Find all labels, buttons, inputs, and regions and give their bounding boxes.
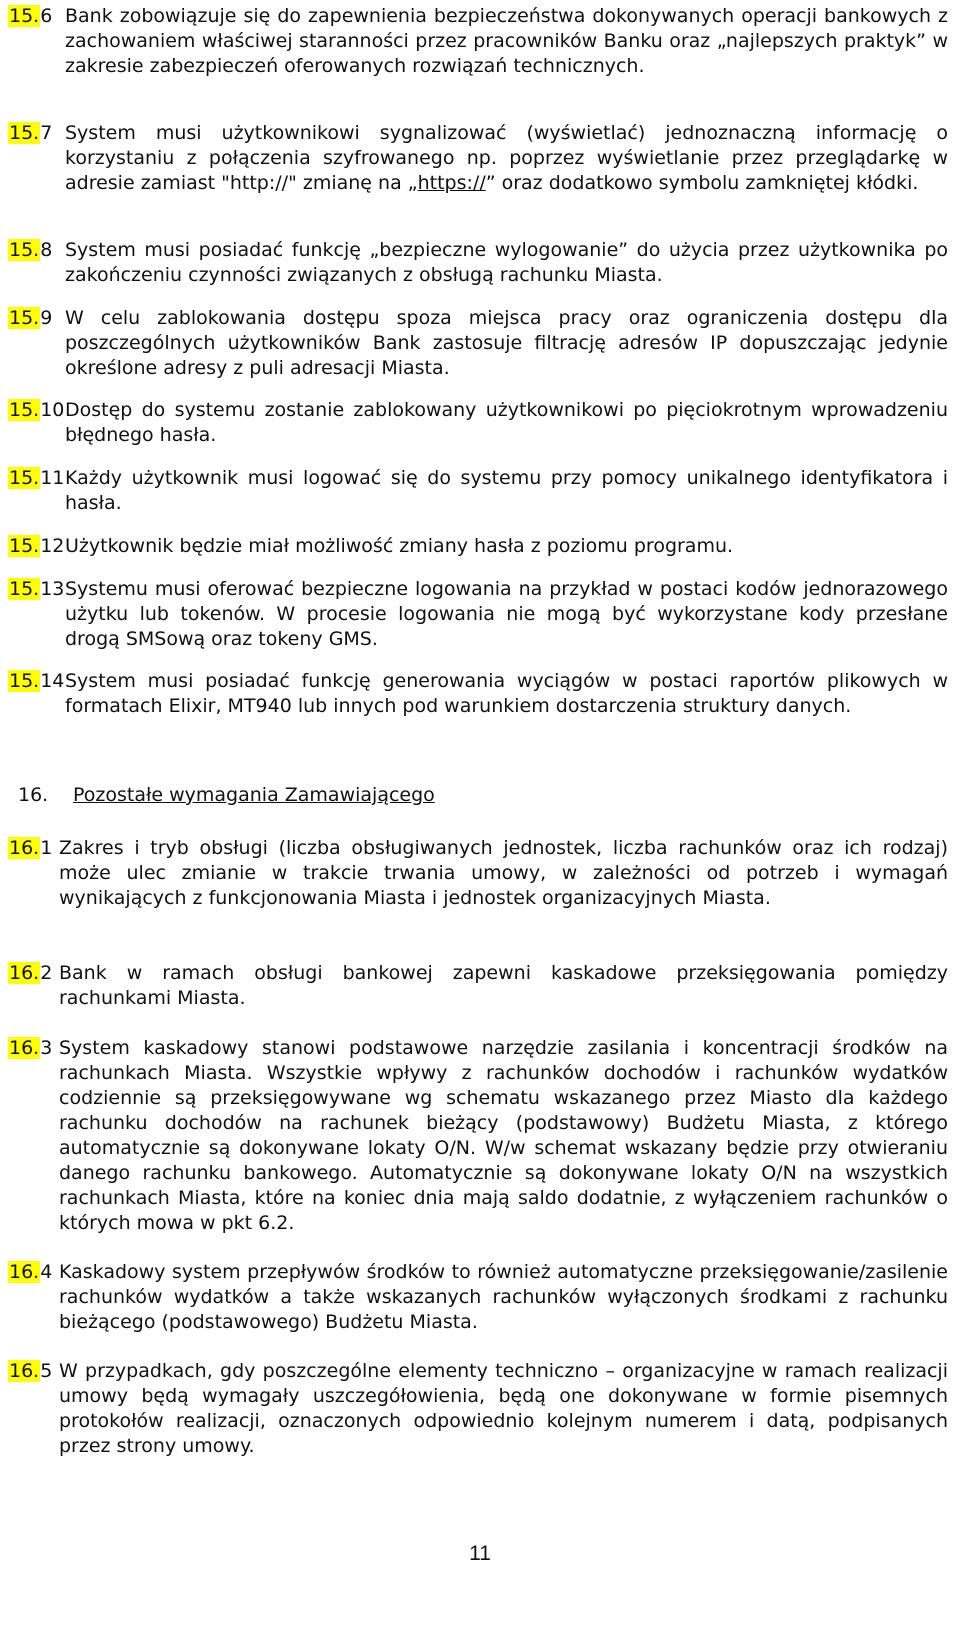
clause-number: 16.5 bbox=[9, 1360, 53, 1382]
number-highlight: 16. bbox=[9, 1261, 40, 1283]
number-highlight: 15. bbox=[9, 467, 40, 489]
number-highlight: 15. bbox=[9, 399, 40, 421]
clause-16-4 bbox=[8, 1260, 948, 1335]
clause-text: System kaskadowy stanowi podstawowe narzędzie zasilania i koncentracji środków na rachunkach Miasta. Wszystkie wpływy z rachunków dochodów i rachunków wydatków codziennie są przeksięgowywane wg schematu wskazanego przez Miasto dla każdego rachunku dochodów na rachunek bieżący (podstawowy) Budżetu Miasta, z którego automatycznie są dokonywane lokaty O/N. W/w schemat wskazany będzie przy otwieraniu danego rachunku bankowego. Automatycznie są dokonywane lokaty O/N na wszystkich rachunkach Miasta, które na koniec dnia mają saldo dodatnie, z wyłączeniem rachunków o których mowa w pkt 6.2. bbox=[59, 1037, 948, 1234]
page-number: 11 bbox=[469, 1542, 491, 1565]
clause-16-1 bbox=[8, 836, 948, 911]
clause-text: System musi użytkownikowi sygnalizować (wyświetlać) jednoznaczną informację o korzystaniu z połączenia szyfrowanego np. poprzez wyświetlanie przez przeglądarkę w adresie zamiast "http://" zmianę na „https://” oraz dodatkowo symbolu zamkniętej kłódki. bbox=[65, 122, 948, 194]
clause-15-12 bbox=[8, 534, 948, 559]
clause-text: Bank w ramach obsługi bankowej zapewni kaskadowe przeksięgowania pomiędzy rachunkami Miasta. bbox=[59, 962, 948, 1009]
clause-15-9 bbox=[8, 306, 948, 381]
clause-text: W celu zablokowania dostępu spoza miejsca pracy oraz ograniczenia dostępu dla poszczególnych użytkowników Bank zastosuje filtrację adresów IP dopuszczając jedynie określone adresy z puli adresacji Miasta. bbox=[65, 307, 948, 379]
clause-number: 15.6 bbox=[9, 5, 53, 27]
number-highlight: 15. bbox=[9, 307, 40, 329]
clause-number: 16.1 bbox=[9, 837, 53, 859]
clause-text: Każdy użytkownik musi logować się do systemu przy pomocy unikalnego identyfikatora i hasła. bbox=[65, 467, 948, 514]
clause-text: Systemu musi oferować bezpieczne logowania na przykład w postaci kodów jednorazowego użytku lub tokenów. W procesie logowania nie mogą być wykorzystane kody przesłane drogą SMSową oraz tokeny GMS. bbox=[65, 578, 948, 650]
clause-number: 15.10 bbox=[9, 399, 65, 421]
https-link-text: https:// bbox=[417, 172, 486, 194]
clause-16-3 bbox=[8, 1036, 948, 1236]
clause-text: Bank zobowiązuje się do zapewnienia bezpieczeństwa dokonywanych operacji bankowych z zachowaniem właściwej staranności przez pracowników Banku oraz „najlepszych praktyk” w zakresie zabezpieczeń oferowanych rozwiązań technicznych. bbox=[65, 5, 948, 77]
clause-text: W przypadkach, gdy poszczególne elementy techniczno – organizacyjne w ramach realizacji umowy będą wymagały uszczegółowienia, będą one dokonywane w formie pisemnych protokołów realizacji, oznaczonych odpowiednio kolejnym numerem i datą, podpisanych przez strony umowy. bbox=[59, 1360, 948, 1457]
clause-15-10 bbox=[8, 398, 948, 448]
clause-15-14 bbox=[8, 669, 948, 719]
number-highlight: 16. bbox=[9, 837, 40, 859]
clause-16-5 bbox=[8, 1359, 948, 1459]
number-highlight: 15. bbox=[9, 122, 40, 144]
clause-16-2 bbox=[8, 961, 948, 1011]
clause-number: 16.2 bbox=[9, 962, 53, 984]
clause-15-11 bbox=[8, 466, 948, 516]
clause-15-8 bbox=[8, 238, 948, 288]
number-highlight: 15. bbox=[9, 578, 40, 600]
clause-number: 15.7 bbox=[9, 122, 53, 144]
clause-text: System musi posiadać funkcję generowania wyciągów w postaci raportów plikowych w formatach Elixir, MT940 lub innych pod warunkiem dostarczenia struktury danych. bbox=[65, 670, 948, 717]
clause-number: 15.14 bbox=[9, 670, 65, 692]
section-number: 16. bbox=[18, 784, 49, 806]
clause-number: 15.13 bbox=[9, 578, 65, 600]
clause-text: Kaskadowy system przepływów środków to również automatyczne przeksięgowanie/zasilenie rachunków wydatków a także wskazanych rachunków wyłączonych środkami z rachunku bieżącego (podstawowego) Budżetu Miasta. bbox=[59, 1261, 948, 1333]
number-highlight: 15. bbox=[9, 239, 40, 261]
number-highlight: 15. bbox=[9, 670, 40, 692]
clause-text: Dostęp do systemu zostanie zablokowany użytkownikowi po pięciokrotnym wprowadzeniu błędnego hasła. bbox=[65, 399, 948, 446]
section-title: Pozostałe wymagania Zamawiającego bbox=[73, 784, 435, 806]
number-highlight: 15. bbox=[9, 535, 40, 557]
clause-number: 16.4 bbox=[9, 1261, 53, 1283]
clause-number: 15.9 bbox=[9, 307, 53, 329]
number-highlight: 16. bbox=[9, 1360, 40, 1382]
number-highlight: 16. bbox=[9, 962, 40, 984]
clause-15-13 bbox=[8, 577, 948, 652]
clause-number: 15.8 bbox=[9, 239, 53, 261]
section-heading bbox=[18, 783, 435, 808]
clause-number: 15.11 bbox=[9, 467, 65, 489]
clause-15-7 bbox=[8, 121, 948, 196]
clause-text: System musi posiadać funkcję „bezpieczne wylogowanie” do użycia przez użytkownika po zakończeniu czynności związanych z obsługą rachunku Miasta. bbox=[65, 239, 948, 286]
clause-number: 15.12 bbox=[9, 535, 65, 557]
number-highlight: 15. bbox=[9, 5, 40, 27]
number-highlight: 16. bbox=[9, 1037, 40, 1059]
clause-15-6 bbox=[8, 4, 948, 79]
clause-number: 16.3 bbox=[9, 1037, 53, 1059]
clause-text: Zakres i tryb obsługi (liczba obsługiwanych jednostek, liczba rachunków oraz ich rodzaj) może ulec zmianie w trakcie trwania umowy, w zależności od potrzeb i wymagań wynikających z funkcjonowania Miasta i jednostek organizacyjnych Miasta. bbox=[59, 837, 948, 909]
clause-text: Użytkownik będzie miał możliwość zmiany hasła z poziomu programu. bbox=[65, 535, 734, 557]
